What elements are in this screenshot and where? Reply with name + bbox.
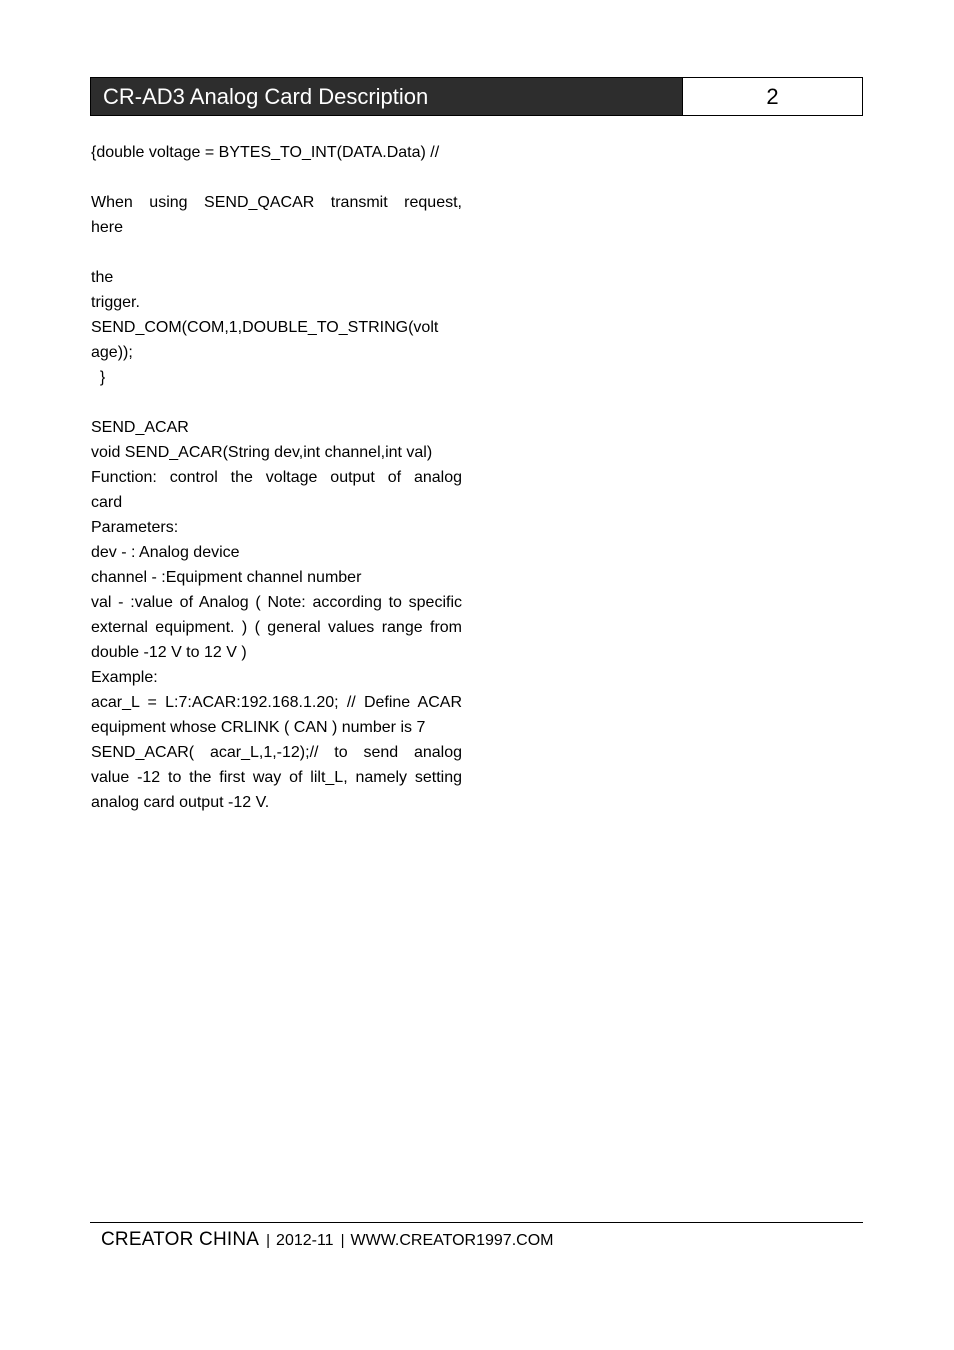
body-text-line: trigger. [91, 294, 140, 311]
footer-separator: | [266, 1232, 271, 1249]
body-text-line: val - :value of Analog ( Note: according to specific [91, 594, 462, 611]
body-text-line: card [91, 494, 123, 511]
body-text-line: {double voltage = BYTES_TO_INT(DATA.Data) // [91, 144, 440, 161]
footer-brand: CREATOR CHINA [101, 1229, 260, 1250]
body-text-line [91, 240, 462, 265]
body-text-line: SEND_COM(COM,1,DOUBLE_TO_STRING(volt [91, 319, 439, 336]
page-footer [101, 1229, 553, 1251]
body-text-line: channel - :Equipment channel number [91, 569, 362, 586]
body-text-line: Example: [91, 669, 158, 686]
body-text-line: Function: control the voltage output of analog [91, 469, 462, 486]
footer-separator: | [340, 1232, 345, 1249]
body-text-line: value -12 to the first way of lilt_L, namely setting [91, 769, 462, 786]
footer-website: WWW.CREATOR1997.COM [350, 1232, 554, 1249]
body-text-line: analog card output -12 V. [91, 794, 270, 811]
body-text-line: SEND_ACAR( acar_L,1,-12);// to send analog [91, 744, 462, 761]
body-text-line [91, 165, 462, 190]
body-text-line: When using SEND_QACAR transmit request, [91, 194, 462, 211]
body-text-line: equipment whose CRLINK ( CAN ) number is 7 [91, 719, 426, 736]
document-body [91, 140, 462, 815]
body-text-line: SEND_ACAR [91, 419, 189, 436]
body-text-line: age)); [91, 344, 133, 361]
body-text-line: void SEND_ACAR(String dev,int channel,int val) [91, 444, 433, 461]
body-text-line: the [91, 269, 114, 286]
body-text-line: external equipment. ) ( general values range from [91, 619, 462, 636]
body-text-line: acar_L = L:7:ACAR:192.168.1.20; // Define ACAR [91, 694, 462, 711]
body-text-line: here [91, 219, 124, 236]
footer-date: 2012-11 [276, 1232, 334, 1249]
body-text-line: } [91, 369, 106, 386]
footer-divider [90, 1222, 863, 1223]
body-text-line [91, 390, 462, 415]
document-title: CR-AD3 Analog Card Description [91, 78, 682, 115]
page-header [90, 77, 863, 116]
page-number: 2 [682, 78, 862, 115]
body-text-line: double -12 V to 12 V ) [91, 644, 247, 661]
body-text-line: Parameters: [91, 519, 179, 536]
body-text-line: dev - : Analog device [91, 544, 240, 561]
